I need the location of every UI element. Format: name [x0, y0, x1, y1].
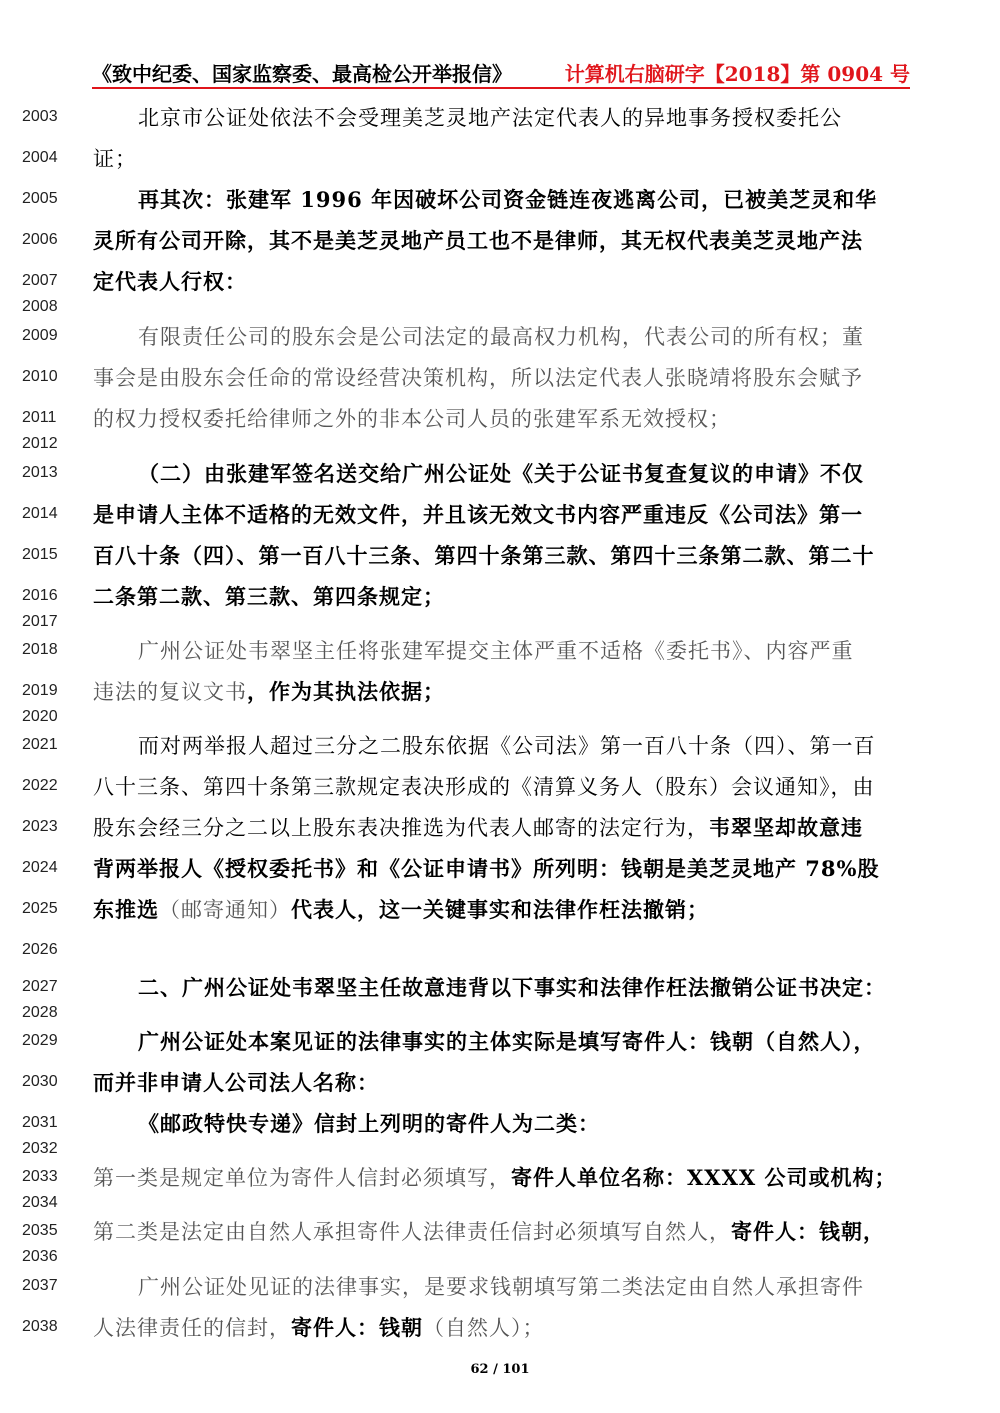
text-line-content: 广州公证处见证的法律事实，是要求钱朝填写第二类法定由自然人承担寄件	[138, 1275, 864, 1299]
text-line	[93, 1162, 896, 1192]
line-number: 2012	[22, 435, 58, 452]
header-divider	[92, 87, 910, 89]
text-segment: 人法律责任的信封，	[93, 1316, 291, 1340]
text-segment: 股东会经三分之二以上股东表决推选为代表人邮寄的法定行为，	[93, 816, 709, 840]
line-number: 2005	[22, 190, 58, 207]
text-line-content: 二条第二款、第三款、第四条规定；	[93, 584, 445, 609]
line-number: 2028	[22, 1004, 58, 1021]
text-line	[138, 102, 842, 132]
text-line-content: 有限责任公司的股东会是公司法定的最高权力机构，代表公司的所有权；董	[138, 325, 864, 349]
line-number: 2022	[22, 777, 58, 794]
text-segment: 第二类是法定由自然人承担寄件人法律责任信封必须填写自然人，	[93, 1220, 731, 1244]
text-line	[93, 143, 137, 173]
page-number: 62 / 101	[470, 1362, 530, 1377]
line-number: 2023	[22, 818, 58, 835]
line-number: 2037	[22, 1277, 58, 1294]
line-number: 2010	[22, 368, 58, 385]
line-number: 2038	[22, 1318, 58, 1335]
text-line	[138, 458, 864, 488]
text-line	[93, 499, 863, 529]
line-number: 2016	[22, 587, 58, 604]
line-number: 2003	[22, 108, 58, 125]
text-line-content: 的权力授权委托给律师之外的非本公司人员的张建军系无效授权；	[93, 407, 731, 431]
page-header	[92, 56, 910, 86]
text-line	[93, 676, 445, 706]
line-number: 2013	[22, 464, 58, 481]
text-line	[93, 853, 880, 883]
text-segment: 第一类是规定单位为寄件人信封必须填写，	[93, 1166, 511, 1190]
text-line	[93, 771, 875, 801]
line-number: 2029	[22, 1032, 58, 1049]
text-line	[138, 1026, 876, 1056]
text-line-content: 是申请人主体不适格的无效文件，并且该无效文书内容严重违反《公司法》第一	[93, 502, 863, 527]
line-number: 2025	[22, 900, 58, 917]
text-line-content: 而对两举报人超过三分之二股东依据《公司法》第一百八十条（四）、第一百	[138, 734, 876, 758]
text-segment: 韦翠坚却故意违	[709, 815, 863, 840]
text-line	[93, 581, 445, 611]
line-number: 2021	[22, 736, 58, 753]
text-line	[93, 266, 247, 296]
text-line	[93, 225, 863, 255]
text-segment: 代表人，这一关键事实和法律作枉法撤销；	[291, 897, 709, 922]
line-number: 2033	[22, 1168, 58, 1185]
text-line	[138, 635, 854, 665]
text-line-content: 定代表人行权：	[93, 269, 247, 294]
line-number: 2031	[22, 1114, 58, 1131]
text-line-content: 八十三条、第四十条第三款规定表决形成的《清算义务人（股东）会议通知》，由	[93, 775, 875, 799]
line-number: 2030	[22, 1073, 58, 1090]
text-line	[93, 403, 731, 433]
line-number: 2009	[22, 327, 58, 344]
line-number: 2034	[22, 1194, 58, 1211]
text-line-content: 北京市公证处依法不会受理美芝灵地产法定代表人的异地事务授权委托公	[138, 106, 842, 130]
line-number: 2015	[22, 546, 58, 563]
document-reference: 计算机右脑研字【2018】第 0904 号	[564, 62, 910, 86]
text-line-content: 广州公证处韦翠坚主任将张建军提交主体严重不适格《委托书》、内容严重	[138, 639, 854, 663]
text-line-content: （二）由张建军签名送交给广州公证处《关于公证书复查复议的申请》不仅	[138, 461, 864, 486]
document-title: 《致中纪委、国家监察委、最高检公开举报信》	[92, 62, 512, 86]
line-number: 2008	[22, 298, 58, 315]
text-line	[138, 972, 886, 1002]
text-segment: 寄件人：钱朝	[291, 1315, 423, 1340]
text-line-content: 背两举报人《授权委托书》和《公证申请书》所列明：钱朝是美芝灵地产 78%股	[93, 856, 880, 881]
text-segment: 寄件人单位名称：XXXX 公司或机构；	[511, 1165, 897, 1190]
text-segment: 寄件人：钱朝，	[731, 1219, 885, 1244]
text-line-content: 证；	[93, 147, 137, 171]
line-number: 2004	[22, 149, 58, 166]
line-number: 2006	[22, 231, 58, 248]
line-number: 2018	[22, 641, 58, 658]
text-segment: （自然人）；	[423, 1316, 545, 1340]
text-line	[138, 1271, 864, 1301]
line-number: 2036	[22, 1248, 58, 1265]
text-segment: ，作为其执法依据；	[247, 679, 445, 704]
text-line-content: 广州公证处本案见证的法律事实的主体实际是填写寄件人：钱朝（自然人），	[138, 1029, 876, 1054]
text-line	[138, 730, 876, 760]
line-number: 2024	[22, 859, 58, 876]
text-line	[138, 184, 877, 214]
line-number: 2026	[22, 941, 58, 958]
text-segment: 东推选	[93, 897, 159, 922]
line-number: 2011	[22, 409, 57, 426]
text-segment: 违法的复议文书	[93, 680, 247, 704]
text-segment: （邮寄通知）	[159, 898, 291, 922]
text-line-content: 而并非申请人公司法人名称：	[93, 1070, 379, 1095]
line-number: 2017	[22, 613, 58, 630]
text-line	[138, 321, 864, 351]
text-line	[93, 894, 709, 924]
text-line	[93, 540, 875, 570]
text-line	[93, 812, 863, 842]
line-number: 2027	[22, 978, 58, 995]
text-line-content: 事会是由股东会任命的常设经营决策机构，所以法定代表人张晓靖将股东会赋予	[93, 366, 863, 390]
text-line	[138, 1108, 600, 1138]
text-line	[93, 1216, 885, 1246]
text-line-content: 百八十条（四）、第一百八十三条、第四十条第三款、第四十三条第二款、第二十	[93, 543, 875, 568]
text-line	[93, 362, 863, 392]
line-number: 2019	[22, 682, 58, 699]
text-line	[93, 1067, 379, 1097]
text-line-content: 再其次：张建军 1996 年因破坏公司资金链连夜逃离公司，已被美芝灵和华	[138, 187, 878, 212]
text-line-content: 二、广州公证处韦翠坚主任故意违背以下事实和法律作枉法撤销公证书决定：	[138, 975, 886, 1000]
text-line-content: 《邮政特快专递》信封上列明的寄件人为二类：	[138, 1111, 600, 1136]
line-number: 2020	[22, 708, 58, 725]
line-number: 2032	[22, 1140, 58, 1157]
line-number: 2014	[22, 505, 58, 522]
line-number: 2007	[22, 272, 58, 289]
text-line	[93, 1312, 545, 1342]
text-line-content: 灵所有公司开除，其不是美芝灵地产员工也不是律师，其无权代表美芝灵地产法	[93, 228, 863, 253]
line-number: 2035	[22, 1222, 58, 1239]
